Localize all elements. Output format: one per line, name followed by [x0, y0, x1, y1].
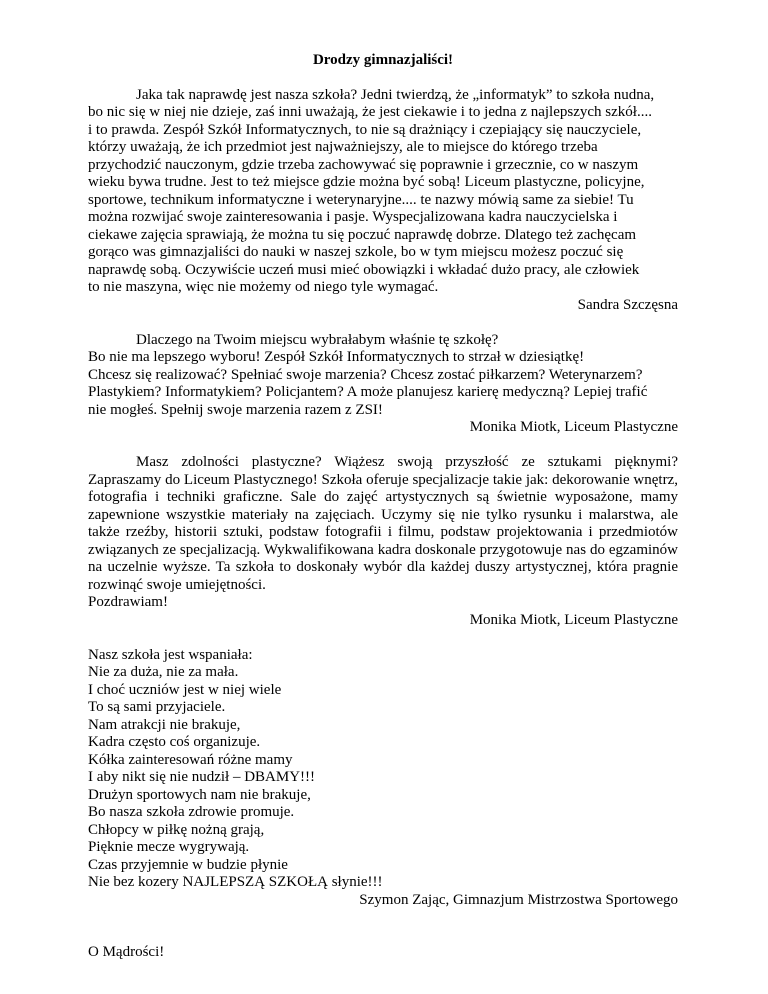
- paragraph: Masz zdolności plastyczne? Wiążesz swoją przyszłość ze sztukami pięknymi? Zapraszamy do Liceum Plastycznego! Szkoła oferuje specjalizacje takie jak: dekorowanie wnętrz, fotografia i techniki graficzne. Sale do zajęć artystycznych są świetnie wyposażone, mamy zapewnione wszystkie materiały na zajęciach. Uczymy się nie tylko rysunku i malarstwa, ale także rzeźby, historii sztuki, podstaw fotografii i filmu, podstaw projektowania i przedmiotów związanych ze specjalizacją. Wykwalifikowana kadra doskonale przygotowuje nas do egzaminów na uczelnie wyższe. Ta szkoła to doskonały wybór dla każdej duszy artystycznej, która pragnie rozwinąć swoje umiejętności.: [88, 454, 678, 593]
- page-title: Drodzy gimnazjaliści!: [312, 52, 454, 68]
- text-line: Jaka tak naprawdę jest nasza szkoła? Jedni twierdzą, że „informatyk” to szkoła nudna,: [136, 86, 655, 103]
- spacer: [88, 437, 678, 455]
- section-monika-1: [88, 332, 678, 437]
- poem-line: Kadra często coś organizuje.: [88, 734, 261, 750]
- document-page: [88, 52, 678, 962]
- text-line: przychodzić nauczonym, gdzie trzeba zachowywać się poprawnie i grzecznie, co w naszym: [88, 156, 639, 173]
- poem-line: Nasz szkoła jest wspaniała:: [88, 646, 253, 663]
- text-line: Chcesz się realizować? Spełniać swoje marzenia? Chcesz zostać piłkarzem? Weterynarzem?: [88, 366, 643, 383]
- text-line: którzy uważają, że ich przedmiot jest najważniejszy, ale to miejsce do którego trzeba: [88, 139, 598, 155]
- section-sandra: [88, 87, 678, 315]
- section-monika-2: [88, 454, 678, 629]
- text-line: nie mogłeś. Spełnij swoje marzenia razem z ZSI!: [88, 401, 383, 418]
- signature: Monika Miotk, Liceum Plastyczne: [469, 419, 678, 435]
- poem: [88, 647, 678, 910]
- spacer: [88, 909, 678, 927]
- greeting: Pozdrawiam!: [88, 594, 168, 610]
- spacer: [88, 629, 678, 647]
- text-line: wieku bywa trudne. Jest to też miejsce gdzie można być sobą! Liceum plastyczne, policyjne,: [88, 174, 645, 190]
- text-line: sportowe, technikum informatyczne i weterynaryjne.... te nazwy mówią same za siebie! Tu: [88, 191, 634, 208]
- text-line: można rozwijać swoje zainteresowania i pasje. Wyspecjalizowana kadra nauczycielska i: [88, 209, 618, 225]
- text-line: gorąco was gimnazjaliści do nauki w naszej szkole, bo w tym miejscu możesz poczuć się: [88, 244, 624, 260]
- poem-line: Czas przyjemnie w budzie płynie: [88, 856, 288, 873]
- poem-line: Nam atrakcji nie brakuje,: [88, 716, 241, 733]
- poem-line: Pięknie mecze wygrywają.: [88, 839, 250, 855]
- text-line: bo nic się w niej nie dzieje, zaś inni uważają, że jest ciekawie i to jedna z najlepszych szkół....: [88, 104, 652, 120]
- poem-line: Nie za duża, nie za mała.: [88, 664, 239, 680]
- spacer: [88, 927, 678, 945]
- signature: Monika Miotk, Liceum Plastyczne: [469, 611, 678, 628]
- closing-line: O Mądrości!: [88, 944, 165, 960]
- text-line: naprawdę sobą. Oczywiście uczeń musi mieć obowiązki i wkładać dużo pracy, ale człowiek: [88, 261, 640, 278]
- text-line: Bo nie ma lepszego wyboru! Zespół Szkół Informatycznych to strzał w dziesiątkę!: [88, 349, 585, 365]
- poem-line: Nie bez kozery NAJLEPSZĄ SZKOŁĄ słynie!!!: [88, 874, 383, 890]
- poem-line: Bo nasza szkoła zdrowie promuje.: [88, 804, 295, 820]
- text-line: ciekawe zajęcia sprawiają, że można tu się poczuć naprawdę dobrze. Dlatego też zachęcam: [88, 226, 637, 243]
- text-line: Dlaczego na Twoim miejscu wybrałabym właśnie tę szkołę?: [136, 331, 499, 348]
- poem-line: I aby nikt się nie nudził – DBAMY!!!: [88, 769, 316, 785]
- text-line: Plastykiem? Informatykiem? Policjantem? A może planujesz karierę medyczną? Lepiej trafić: [88, 384, 648, 400]
- poem-line: Kółka zainteresowań różne mamy: [88, 751, 293, 768]
- spacer: [88, 314, 678, 332]
- poem-line: Chłopcy w piłkę nożną grają,: [88, 821, 265, 838]
- poem-line: Drużyn sportowych nam nie brakuje,: [88, 786, 311, 803]
- signature: Sandra Szczęsna: [577, 296, 678, 313]
- poem-line: To są sami przyjaciele.: [88, 699, 226, 715]
- text-line: to nie maszyna, więc nie możemy od niego tyle wymagać.: [88, 279, 439, 295]
- signature: Szymon Zając, Gimnazjum Mistrzostwa Sportowego: [359, 891, 678, 908]
- text-line: i to prawda. Zespół Szkół Informatycznych, to nie są drażniący i czepiający się nauczyciele,: [88, 121, 642, 138]
- poem-line: I choć uczniów jest w niej wiele: [88, 681, 282, 698]
